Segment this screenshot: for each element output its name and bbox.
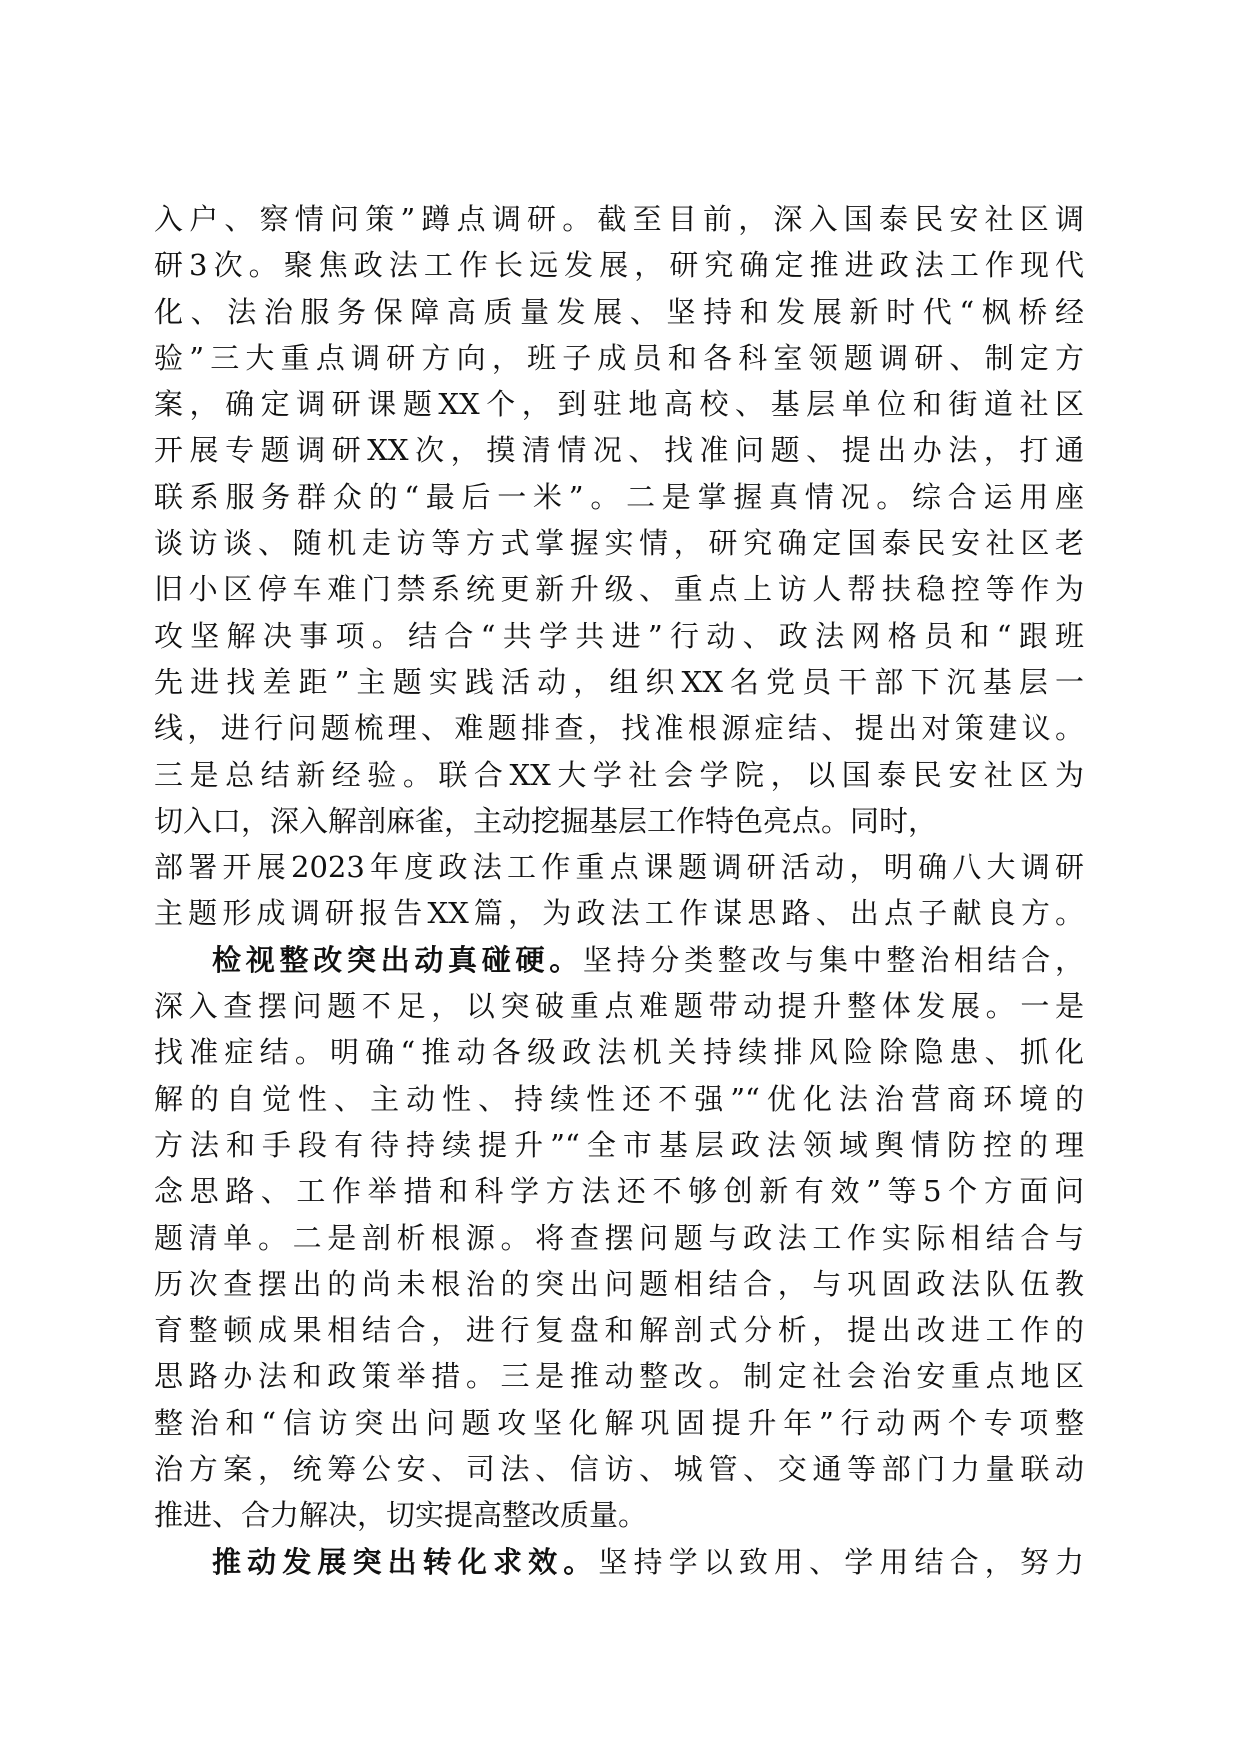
text-line: 三是总结新经验。联合XX大学社会学院，以国泰民安社区为 (154, 757, 1084, 792)
text-line: 联系服务群众的“最后一米”。二是掌握真情况。综合运用座 (154, 479, 1084, 514)
text-line: 深入查摆问题不足，以突破重点难题带动提升整体发展。一是 (154, 989, 1084, 1024)
text-line: 思路办法和政策举措。三是推动整改。制定社会治安重点地区 (154, 1359, 1084, 1394)
text-line: 念思路、工作举措和科学方法还不够创新有效”等5个方面问 (154, 1174, 1084, 1209)
text-line: 切入口，深入解剖麻雀，主动挖掘基层工作特色亮点。同时， (154, 803, 938, 838)
text-line: 治方案，统筹公安、司法、信访、城管、交通等部门力量联动 (154, 1452, 1084, 1487)
text-line: 验”三大重点调研方向，班子成员和各科室领题调研、制定方 (154, 340, 1084, 375)
text-line: 案，确定调研课题XX个，到驻地高校、基层单位和街道社区 (154, 387, 1084, 422)
text-line: 解的自觉性、主动性、持续性还不强”“优化法治营商环境的 (154, 1081, 1084, 1116)
text-line: 入户、察情问策”蹲点调研。截至目前，深入国泰民安社区调 (154, 202, 1084, 236)
text-line: 育整顿成果相结合，进行复盘和解剖式分析，提出改进工作的 (154, 1313, 1084, 1348)
text-line: 谈访谈、随机走访等方式掌握实情，研究确定国泰民安社区老 (154, 526, 1084, 561)
paragraph-first-line (154, 1539, 1084, 1585)
text-line: 先进找差距”主题实践活动，组织XX名党员干部下沉基层一 (154, 664, 1084, 699)
paragraph-research (154, 196, 1084, 937)
text-line: 化、法治服务保障高质量发展、坚持和发展新时代“枫桥经 (154, 294, 1084, 329)
text-line: 旧小区停车难门禁系统更新升级、重点上访人帮扶稳控等作为 (154, 572, 1084, 607)
text-line: 历次查摆出的尚未根治的突出问题相结合，与巩固政法队伍教 (154, 1266, 1084, 1301)
text-run: 坚持学以致用、学用结合，努力 (598, 1544, 1084, 1579)
paragraph-rectification (154, 937, 1084, 1539)
text-line: 整治和“信访突出问题攻坚化解巩固提升年”行动两个专项整 (154, 1405, 1084, 1440)
text-line: 推进、合力解决，切实提高整改质量。 (154, 1498, 648, 1533)
text-line: 线，进行问题梳理、难题排查，找准根源症结、提出对策建议。 (154, 711, 1084, 746)
paragraph-development (154, 1539, 1084, 1585)
text-line: 方法和手段有待持续提升”“全市基层政法领域舆情防控的理 (154, 1127, 1084, 1162)
text-run: 坚持分类整改与集中整治相结合， (582, 942, 1084, 977)
text-line: 题清单。二是剖析根源。将查摆问题与政法工作实际相结合与 (154, 1220, 1084, 1255)
text-line: 部署开展2023年度政法工作重点课题调研活动，明确八大调研 (154, 850, 1084, 885)
text-line: 攻坚解决事项。结合“共学共进”行动、政法网格员和“跟班 (154, 618, 1084, 653)
document-body (154, 196, 1084, 1585)
section-heading: 检视整改突出动真碰硬。 (212, 942, 583, 977)
text-line: 开展专题调研XX次，摸清情况、找准问题、提出办法，打通 (154, 433, 1084, 468)
paragraph-first-line (154, 937, 1084, 983)
text-line: 找准症结。明确“推动各级政法机关持续排风险除隐患、抓化 (154, 1035, 1084, 1070)
section-heading: 推动发展突出转化求效。 (212, 1544, 599, 1579)
text-line: 主题形成调研报告XX篇，为政法工作谋思路、出点子献良方。 (154, 896, 1084, 931)
text-line: 研3次。聚焦政法工作长远发展，研究确定推进政法工作现代 (154, 248, 1084, 283)
